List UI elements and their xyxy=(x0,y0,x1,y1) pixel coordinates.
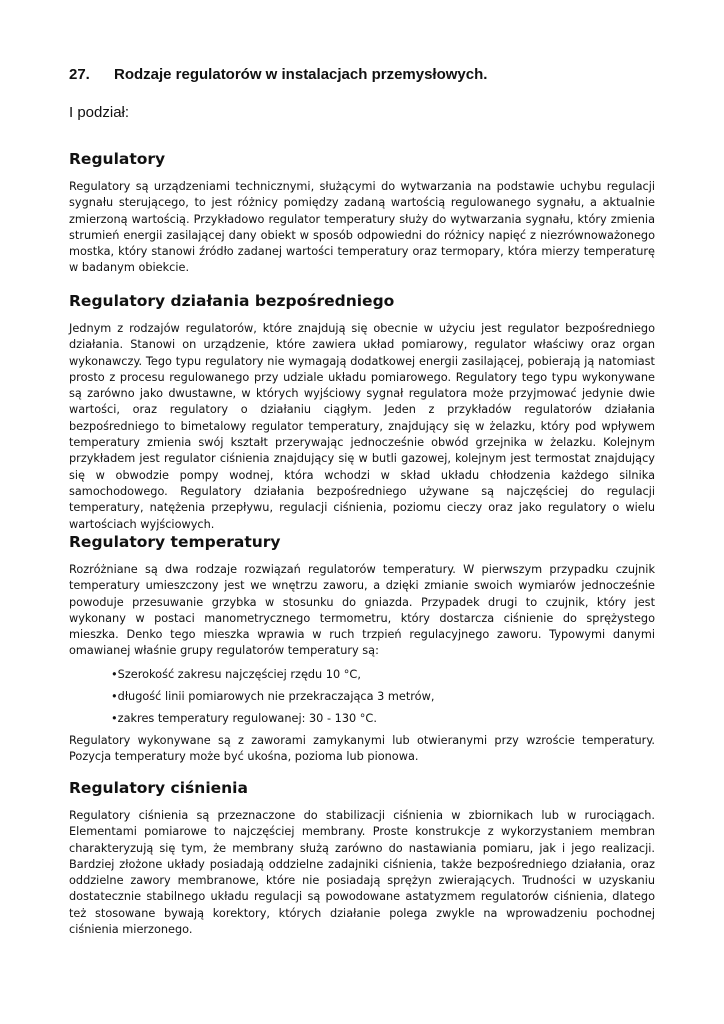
list-item: •zakres temperatury regulowanej: 30 - 130 °C. xyxy=(111,712,377,725)
section-heading-direct-action: Regulatory działania bezpośredniego xyxy=(69,292,395,310)
subtitle: I podział: xyxy=(69,104,130,121)
paragraph-direct-action: Jednym z rodzajów regulatorów, które znajdują się obecnie w użyciu jest regulator bezpośredniego działania. Stanowi on urządzenie, które zawiera układ pomiarowy, regulator właściwy oraz organ wykonawczy. Tego typu regulatory nie wymagają dodatkowej energii zasilającej, pobierają ją natomiast prosto z procesu regulowanego przy udziale układu pomiarowego. Regulatory tego typu wykonywane są zarówno jako dwustawne, w których wyjściowy sygnał regulatora może przyjmować jedynie dwie wartości, oraz regulatory o działaniu ciągłym. Jeden z przykładów regulatorów działania bezpośredniego to bimetalowy regulator temperatury, znajdujący się w żelazku, który pod wpływem temperatury zmienia swój kształt przerywając jednocześnie obwód grzejnika w żelazku. Kolejnym przykładem jest regulator ciśnienia znajdujący się w butli gazowej, kolejnym jest termostat znajdujący się w obwodzie pompy wodnej, która wchodzi w skład układu chłodzenia każdego silnika samochodowego. Regulatory działania bezpośredniego używane są najczęściej do regulacji temperatury, natężenia przepływu, regulacji ciśnienia, poziomu cieczy oraz jako regulatory o wielu wartościach wyjściowych. xyxy=(69,322,655,531)
paragraph-temperature-intro: Rozróżniane są dwa rodzaje rozwiązań regulatorów temperatury. W pierwszym przypadku czujnik temperatury umieszczony jest we wnętrzu zaworu, a dzięki zmianie swoich wymiarów jednocześnie powoduje przesuwanie grzybka w stosunku do gniazda. Przypadek drugi to czujnik, który jest wykonany w postaci manometrycznego termometru, który dostarcza ciśnienie do sprężystego mieszka. Denko tego mieszka wprawia w ruch trzpień regulacyjnego zaworu. Typowymi danymi omawianej właśnie grupy regulatorów temperatury są: xyxy=(69,563,655,658)
list-item: •Szerokość zakresu najczęściej rzędu 10 °C, xyxy=(111,668,361,681)
paragraph-pressure: Regulatory ciśnienia są przeznaczone do stabilizacji ciśnienia w zbiornikach lub w rurociągach. Elementami pomiarowe to najczęściej membrany. Proste konstrukcje z wykorzystaniem membran charakteryzują się tym, że membrany służą zarówno do nastawiania pomiaru, jak i jego realizacji. Bardziej złożone układy posiadają oddzielne zadajniki ciśnienia, także bezpośredniego działania, oraz oddzielne zawory membranowe, które nie posiadają sprężyn zwierających. Trudności w uzyskaniu dostatecznie stabilnego układu regulacji są powodowane astatyzmem regulatorów ciśnienia, dlatego też stosowane bywają korektory, których działanie polega zwykle na wprowadzeniu pochodnej ciśnienia mierzonego. xyxy=(69,809,655,937)
paragraph-regulatory: Regulatory są urządzeniami technicznymi, służącymi do wytwarzania na podstawie uchybu regulacji sygnału sterującego, to jest różnicy pomiędzy zadaną wartością regulowanego sygnału, a aktualnie zmierzoną wartością. Przykładowo regulator temperatury służy do wytwarzania sygnału, który zmienia strumień energii zasilającej dany obiekt w sposób odpowiedni do różnicy napięć z niezrównoważonego mostka, który stanowi źródło zadanej wartości temperatury oraz termopary, która mierzy temperaturę w badanym obiekcie. xyxy=(69,180,655,275)
section-heading-pressure: Regulatory ciśnienia xyxy=(69,779,248,797)
document-title xyxy=(69,66,487,83)
title-text: Rodzaje regulatorów w instalacjach przemysłowych. xyxy=(114,66,488,83)
list-item: •długość linii pomiarowych nie przekraczająca 3 metrów, xyxy=(111,690,435,703)
title-number: 27. xyxy=(69,66,90,83)
paragraph-temperature-outro: Regulatory wykonywane są z zaworami zamykanymi lub otwieranymi przy wzroście temperatury. Pozycja temperatury może być ukośna, pozioma lub pionowa. xyxy=(69,734,655,764)
section-heading-temperature: Regulatory temperatury xyxy=(69,533,281,551)
section-heading-regulatory: Regulatory xyxy=(69,150,166,168)
